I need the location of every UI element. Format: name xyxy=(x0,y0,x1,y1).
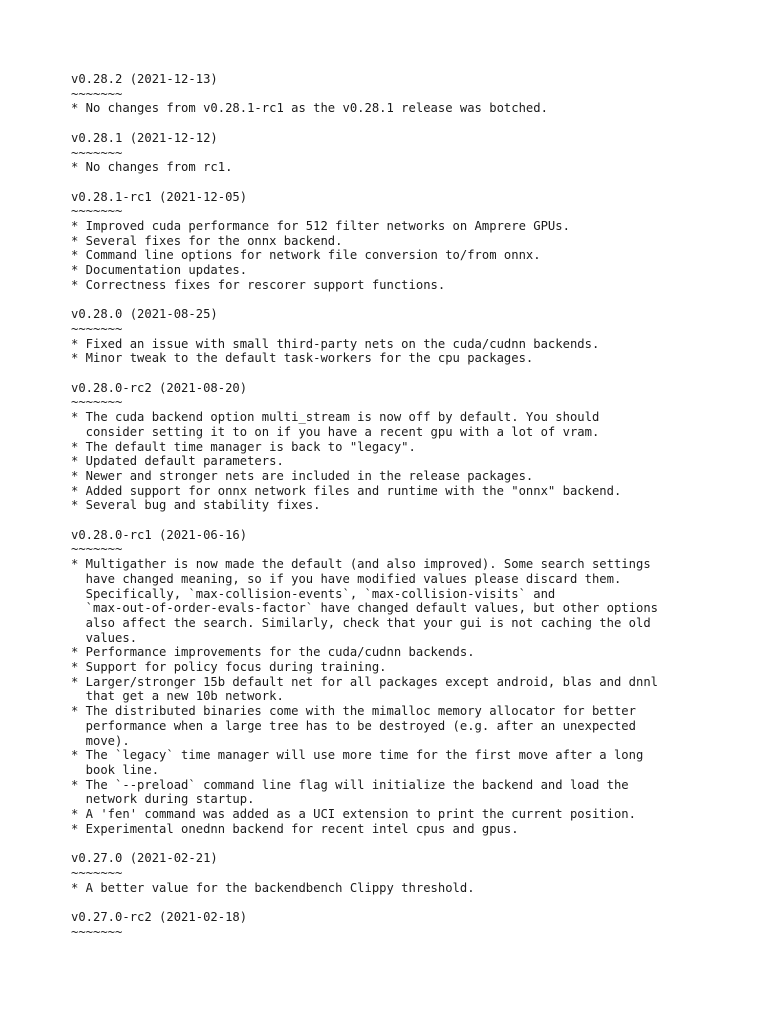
release-heading: v0.27.0 (2021-02-21) xyxy=(71,851,218,866)
asterisk-bullet-icon: * xyxy=(71,410,79,425)
change-item xyxy=(71,704,731,748)
change-item-text: Added support for onnx network files and runtime with the "onnx" backend. xyxy=(85,483,622,498)
asterisk-bullet-icon: * xyxy=(71,807,79,822)
change-item xyxy=(71,645,731,660)
release-section xyxy=(71,190,731,293)
change-item xyxy=(71,101,731,116)
change-item-text: The default time manager is back to "legacy". xyxy=(85,439,416,454)
asterisk-bullet-icon: * xyxy=(71,160,79,175)
heading-underline: ~~~~~~~ xyxy=(71,145,123,160)
asterisk-bullet-icon: * xyxy=(71,674,79,689)
release-section xyxy=(71,910,731,939)
release-heading: v0.28.0 (2021-08-25) xyxy=(71,307,218,322)
change-item xyxy=(71,263,731,278)
change-item-text: Correctness fixes for rescorer support functions. xyxy=(85,277,446,292)
change-item xyxy=(71,484,731,499)
asterisk-bullet-icon: * xyxy=(71,351,79,366)
change-item xyxy=(71,248,731,263)
release-section xyxy=(71,131,731,175)
asterisk-bullet-icon: * xyxy=(71,101,79,116)
asterisk-bullet-icon: * xyxy=(71,219,79,233)
heading-underline: ~~~~~~~ xyxy=(71,865,123,880)
change-item-text: A 'fen' command was added as a UCI extension to print the current position. xyxy=(85,807,636,822)
change-item xyxy=(71,440,731,455)
asterisk-bullet-icon: * xyxy=(71,468,79,483)
heading-underline: ~~~~~~~ xyxy=(71,542,123,557)
asterisk-bullet-icon: * xyxy=(71,748,79,763)
release-heading: v0.28.1 (2021-12-12) xyxy=(71,130,218,145)
change-item-text: The `--preload` command line flag will initialize the backend and load the network during startup. xyxy=(85,777,629,807)
change-item-text: Experimental onednn backend for recent intel cpus and gpus. xyxy=(85,821,519,836)
release-heading: v0.28.2 (2021-12-13) xyxy=(71,72,218,86)
asterisk-bullet-icon: * xyxy=(71,454,79,469)
asterisk-bullet-icon: * xyxy=(71,233,79,248)
asterisk-bullet-icon: * xyxy=(71,277,79,292)
change-item-text: No changes from rc1. xyxy=(85,160,233,175)
change-item xyxy=(71,160,731,175)
asterisk-bullet-icon: * xyxy=(71,660,79,675)
asterisk-bullet-icon: * xyxy=(71,439,79,454)
release-section xyxy=(71,381,731,513)
change-item xyxy=(71,234,731,249)
change-item xyxy=(71,660,731,675)
change-item-text: Multigather is now made the default (and also improved). Some search settings have changed meaning, so if you have modified values please discard them. Specifically, `max-collision-events`, `max-collision-visits` and `max-out-of-order-evals-factor` have changed default values, but other options also affect the search. Similarly, check that your gui is not caching the old values. xyxy=(85,557,658,645)
changelog-document xyxy=(71,72,731,954)
change-item xyxy=(71,278,731,293)
asterisk-bullet-icon: * xyxy=(71,880,79,895)
asterisk-bullet-icon: * xyxy=(71,336,79,351)
change-item-text: A better value for the backendbench Clippy threshold. xyxy=(85,880,475,895)
release-section xyxy=(71,72,731,116)
asterisk-bullet-icon: * xyxy=(71,704,79,719)
release-section xyxy=(71,851,731,895)
change-item-text: No changes from v0.28.1-rc1 as the v0.28.1 release was botched. xyxy=(85,101,548,116)
heading-underline: ~~~~~~~ xyxy=(71,924,123,939)
change-item xyxy=(71,807,731,822)
change-item xyxy=(71,822,731,837)
change-list xyxy=(71,410,731,513)
change-item xyxy=(71,351,731,366)
change-item-text: Updated default parameters. xyxy=(85,454,284,469)
change-list xyxy=(71,219,731,293)
heading-underline: ~~~~~~~ xyxy=(71,204,123,219)
release-heading: v0.28.1-rc1 (2021-12-05) xyxy=(71,189,248,204)
release-heading: v0.28.0-rc1 (2021-06-16) xyxy=(71,527,248,542)
change-item-text: Larger/stronger 15b default net for all packages except android, blas and dnnl that get a new 10b network. xyxy=(85,674,658,704)
change-item-text: Several fixes for the onnx backend. xyxy=(85,233,343,248)
change-item xyxy=(71,337,731,352)
heading-underline: ~~~~~~~ xyxy=(71,321,123,336)
heading-underline: ~~~~~~~ xyxy=(71,86,123,101)
asterisk-bullet-icon: * xyxy=(71,557,79,572)
change-item-text: The cuda backend option multi_stream is now off by default. You should consider setting it to on if you have a recent gpu with a lot of vram. xyxy=(85,410,600,439)
change-list xyxy=(71,881,731,896)
change-item xyxy=(71,557,731,645)
change-item-text: Newer and stronger nets are included in the release packages. xyxy=(85,468,534,483)
asterisk-bullet-icon: * xyxy=(71,645,79,660)
change-item-text: Documentation updates. xyxy=(85,263,248,278)
change-item-text: Command line options for network file conversion to/from onnx. xyxy=(85,248,541,263)
release-section xyxy=(71,528,731,837)
asterisk-bullet-icon: * xyxy=(71,777,79,792)
change-item-text: Performance improvements for the cuda/cudnn backends. xyxy=(85,645,475,660)
change-item-text: Fixed an issue with small third-party nets on the cuda/cudnn backends. xyxy=(85,336,600,351)
asterisk-bullet-icon: * xyxy=(71,821,79,836)
asterisk-bullet-icon: * xyxy=(71,248,79,263)
change-item-text: Several bug and stability fixes. xyxy=(85,498,321,513)
change-item-text: The distributed binaries come with the mimalloc memory allocator for better performance when a large tree has to be destroyed (e.g. after an unexpected move). xyxy=(85,704,636,748)
change-list xyxy=(71,337,731,366)
change-item xyxy=(71,498,731,513)
asterisk-bullet-icon: * xyxy=(71,498,79,513)
change-item xyxy=(71,219,731,234)
change-item xyxy=(71,881,731,896)
change-item xyxy=(71,778,731,807)
change-item xyxy=(71,410,731,439)
change-item xyxy=(71,469,731,484)
change-item xyxy=(71,748,731,777)
change-item-text: Minor tweak to the default task-workers for the cpu packages. xyxy=(85,351,534,366)
asterisk-bullet-icon: * xyxy=(71,483,79,498)
change-list xyxy=(71,160,731,175)
change-item-text: The `legacy` time manager will use more time for the first move after a long book line. xyxy=(85,748,644,777)
release-section xyxy=(71,307,731,366)
change-item xyxy=(71,675,731,704)
change-list xyxy=(71,101,731,116)
release-heading: v0.28.0-rc2 (2021-08-20) xyxy=(71,380,248,395)
change-list xyxy=(71,557,731,836)
heading-underline: ~~~~~~~ xyxy=(71,395,123,410)
asterisk-bullet-icon: * xyxy=(71,263,79,278)
change-item-text: Support for policy focus during training. xyxy=(85,660,387,675)
change-item xyxy=(71,454,731,469)
release-heading: v0.27.0-rc2 (2021-02-18) xyxy=(71,909,248,924)
change-item-text: Improved cuda performance for 512 filter networks on Amprere GPUs. xyxy=(85,219,570,233)
